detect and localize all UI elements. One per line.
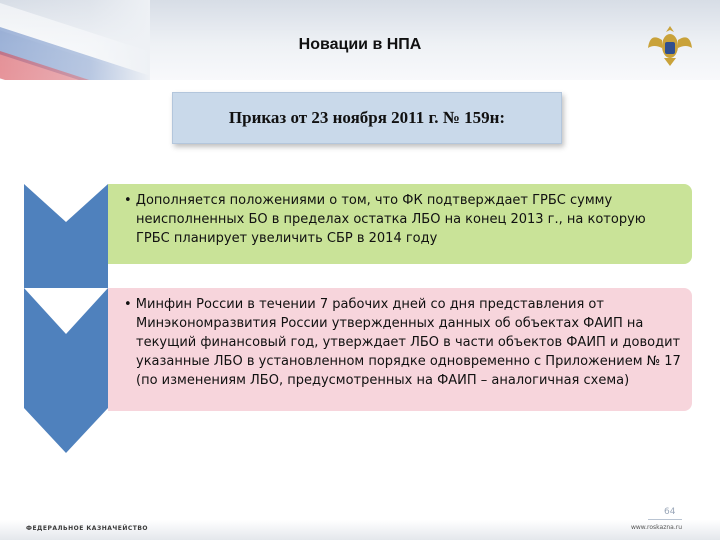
chevron-arrow-1-icon	[24, 184, 108, 288]
footer-organization: ФЕДЕРАЛЬНОЕ КАЗНАЧЕЙСТВО	[26, 525, 149, 532]
list-item	[108, 184, 692, 264]
page-title: Новации в НПА	[298, 36, 422, 53]
list-item-text: • Минфин России в течении 7 рабочих дней со дня представления от Минэкономразвития России утвержденных данных об объектах ФАИП на текущий финансовый год, утверждает ЛБО в части объектов ФАИП и доводит указанные ЛБО в установленном порядке одновременно с Приложением № 17 (по изменениям ЛБО, предусмотренных на ФАИП – аналогичная схема)	[124, 297, 681, 388]
order-title-box	[172, 92, 562, 144]
footer-website: www.roskazna.ru	[630, 524, 682, 531]
page-number: 64	[664, 507, 676, 517]
chevron-arrow-2-icon	[24, 288, 108, 453]
list-item	[108, 288, 692, 411]
eagle-emblem-icon	[644, 18, 696, 70]
order-title: Приказ от 23 ноября 2011 г. № 159н:	[228, 108, 506, 127]
list-item-text: • Дополняется положениями о том, что ФК подтверждает ГРБС сумму неисполненных БО в пределах остатка ЛБО на конец 2013 г., на которую ГРБС планирует увеличить СБР в 2014 году	[124, 193, 646, 246]
